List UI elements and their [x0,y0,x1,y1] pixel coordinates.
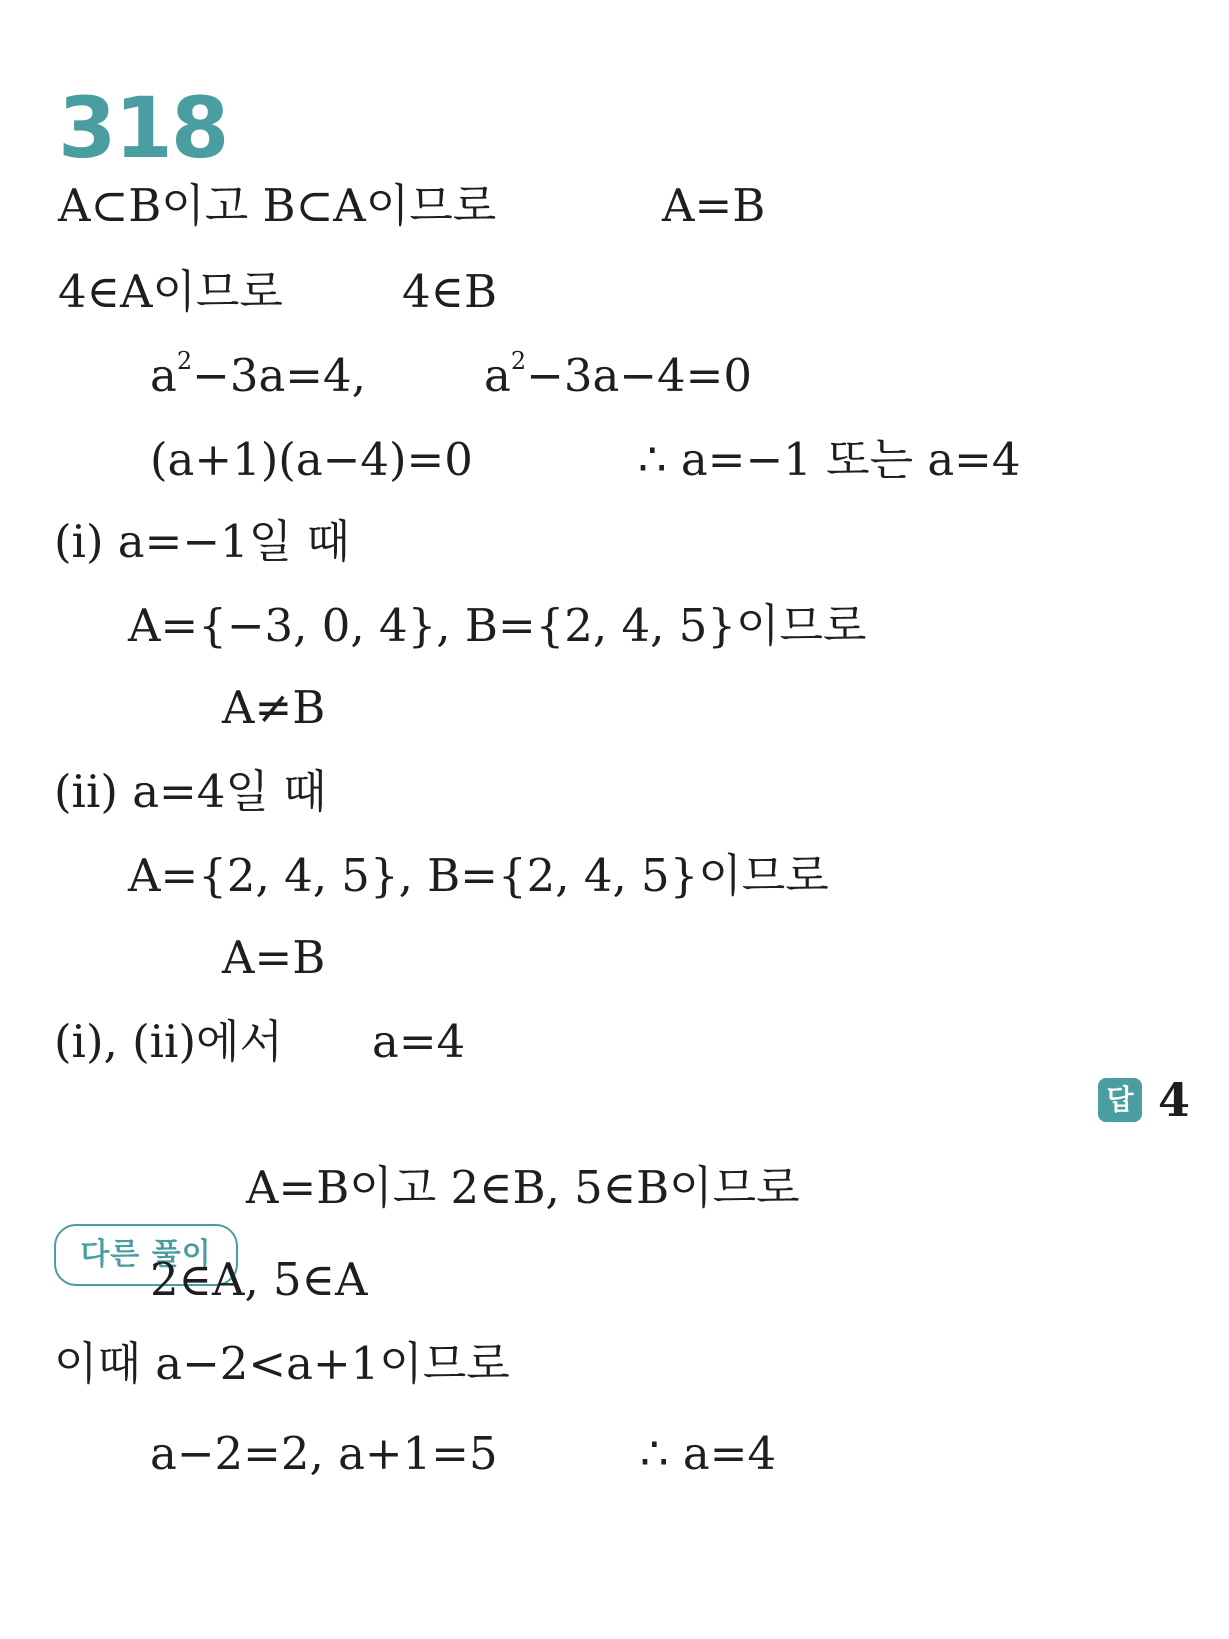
line-element-of-b: 4∈B [402,265,498,318]
line-equation-2: $a^2-3a-4=0$ [484,347,752,402]
line-set-equality: A=B [662,179,766,232]
alt-line-2: 2∈A, 5∈A [150,1253,368,1306]
line-subset-condition: A⊂B이고 B⊂A이므로 [58,179,497,232]
answer-value: 4 [1158,1073,1191,1127]
line-element-of-a: 4∈A이므로 [58,265,283,318]
alt-solution-badge: 다른 풀이 [54,1224,238,1286]
line-equation-1: $a^2-3a=4$, [150,347,366,402]
line-solutions: ∴ a=−1 또는 a=4 [638,433,1021,486]
answer-badge: 답 [1098,1078,1142,1122]
line-factored: (a+1)(a−4)=0 [150,433,473,486]
case-i-result: A≠B [222,681,326,734]
case-ii-heading: (ii) a=4일 때 [54,765,327,818]
case-i-sets: A={−3, 0, 4}, B={2, 4, 5}이므로 [128,599,867,652]
alt-line-1: A=B이고 2∈B, 5∈B이므로 [246,1161,800,1214]
conclusion-value: a=4 [372,1015,466,1068]
case-ii-sets: A={2, 4, 5}, B={2, 4, 5}이므로 [128,849,829,902]
alt-line-3: 이때 a−2<a+1이므로 [54,1337,510,1390]
case-i-heading: (i) a=−1일 때 [54,515,350,568]
alt-line-4-result: ∴ a=4 [640,1427,777,1480]
case-ii-result: A=B [222,931,326,984]
conclusion-label: (i), (ii)에서 [54,1015,283,1068]
alt-line-4: a−2=2, a+1=5 [150,1427,498,1480]
problem-number: 318 [58,79,228,177]
